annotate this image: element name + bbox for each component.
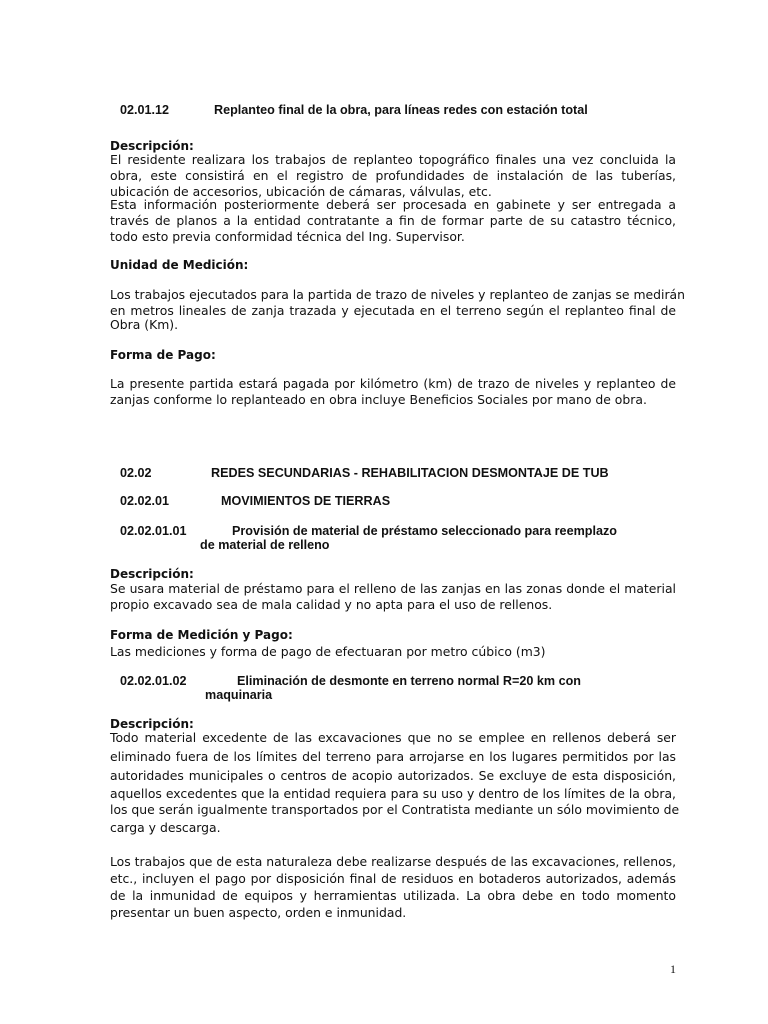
section-title-continued: maquinaria	[205, 688, 273, 702]
section-code: 02.02	[120, 466, 152, 480]
paragraph-line: La presente partida estará pagada por kilómetro (km) de trazo de niveles y replanteo de	[110, 376, 676, 391]
paragraph-line: de la inmunidad de equipos y herramientas utilizada. La obra debe en todo momento	[110, 888, 676, 903]
paragraph-line: carga y descarga.	[110, 820, 221, 835]
paragraph-line: autoridades municipales o centros de acopio autorizados. Se excluye de esta disposición,	[110, 768, 676, 783]
description-label: Descripción:	[110, 139, 194, 153]
section-code: 02.01.12	[120, 103, 170, 117]
paragraph-line: ubicación de accesorios, ubicación de cámaras, válvulas, etc.	[110, 184, 492, 199]
section-title-continued: de material de relleno	[200, 538, 330, 552]
paragraph-line: Todo material excedente de las excavaciones que no se emplee en rellenos deberá ser	[110, 730, 676, 745]
measurement-label: Forma de Medición y Pago:	[110, 628, 293, 642]
paragraph-line: etc., incluyen el pago por disposición final de residuos en botaderos autorizados, además	[110, 871, 676, 886]
paragraph-line: El residente realizara los trabajos de replanteo topográfico finales una vez concluida la	[110, 152, 676, 167]
unit-label: Unidad de Medición:	[110, 258, 249, 272]
paragraph-line: aquellos excedentes que la entidad requiera para su uso y dentro de los límites de la obra,	[110, 786, 676, 801]
paragraph-line: través de planos a la entidad contratante a fin de formar parte de su catastro técnico,	[110, 213, 676, 228]
paragraph-line: propio excavado sea de mala calidad y no apta para el uso de rellenos.	[110, 597, 553, 612]
paragraph-line: los que serán igualmente transportados por el Contratista mediante un sólo movimiento de	[110, 802, 680, 817]
paragraph-line: todo esto previa conformidad técnica del Ing. Supervisor.	[110, 229, 465, 244]
paragraph-line: Las mediciones y forma de pago de efectuaran por metro cúbico (m3)	[110, 644, 546, 659]
section-code: 02.02.01.01	[120, 524, 187, 538]
paragraph-line: eliminado fuera de los límites del terreno para arrojarse en los lugares permitidos por las	[110, 749, 676, 764]
page-number: 1	[670, 962, 676, 976]
section-title: MOVIMIENTOS DE TIERRAS	[221, 494, 391, 508]
paragraph-line: Se usara material de préstamo para el relleno de las zanjas en las zonas donde el material	[110, 581, 676, 596]
section-title: Provisión de material de préstamo seleccionado para reemplazo	[232, 524, 617, 538]
paragraph-line: Los trabajos ejecutados para la partida de trazo de niveles y replanteo de zanjas se medirán	[110, 287, 686, 302]
paragraph-line: zanjas conforme lo replanteado en obra incluye Beneficios Sociales por mano de obra.	[110, 392, 647, 407]
section-title: Replanteo final de la obra, para líneas redes con estación total	[214, 103, 588, 117]
paragraph-line: Obra (Km).	[110, 317, 179, 332]
paragraph-line: obra, este consistirá en el registro de profundidades de instalación de las tuberías,	[110, 168, 676, 183]
description-label: Descripción:	[110, 717, 194, 731]
payment-label: Forma de Pago:	[110, 348, 216, 362]
description-label: Descripción:	[110, 567, 194, 581]
paragraph-line: Esta información posteriormente deberá ser procesada en gabinete y ser entregada a	[110, 197, 676, 212]
section-code: 02.02.01	[120, 494, 170, 508]
section-title: Eliminación de desmonte en terreno normal R=20 km con	[237, 674, 581, 688]
paragraph-line: Los trabajos que de esta naturaleza debe realizarse después de las excavaciones, rellenos,	[110, 854, 677, 869]
paragraph-line: en metros lineales de zanja trazada y ejecutada en el terreno según el replanteo final de	[110, 303, 676, 318]
section-code: 02.02.01.02	[120, 674, 187, 688]
paragraph-line: presentar un buen aspecto, orden e inmunidad.	[110, 905, 407, 920]
section-title: REDES SECUNDARIAS - REHABILITACION DESMONTAJE DE TUB	[211, 466, 609, 480]
